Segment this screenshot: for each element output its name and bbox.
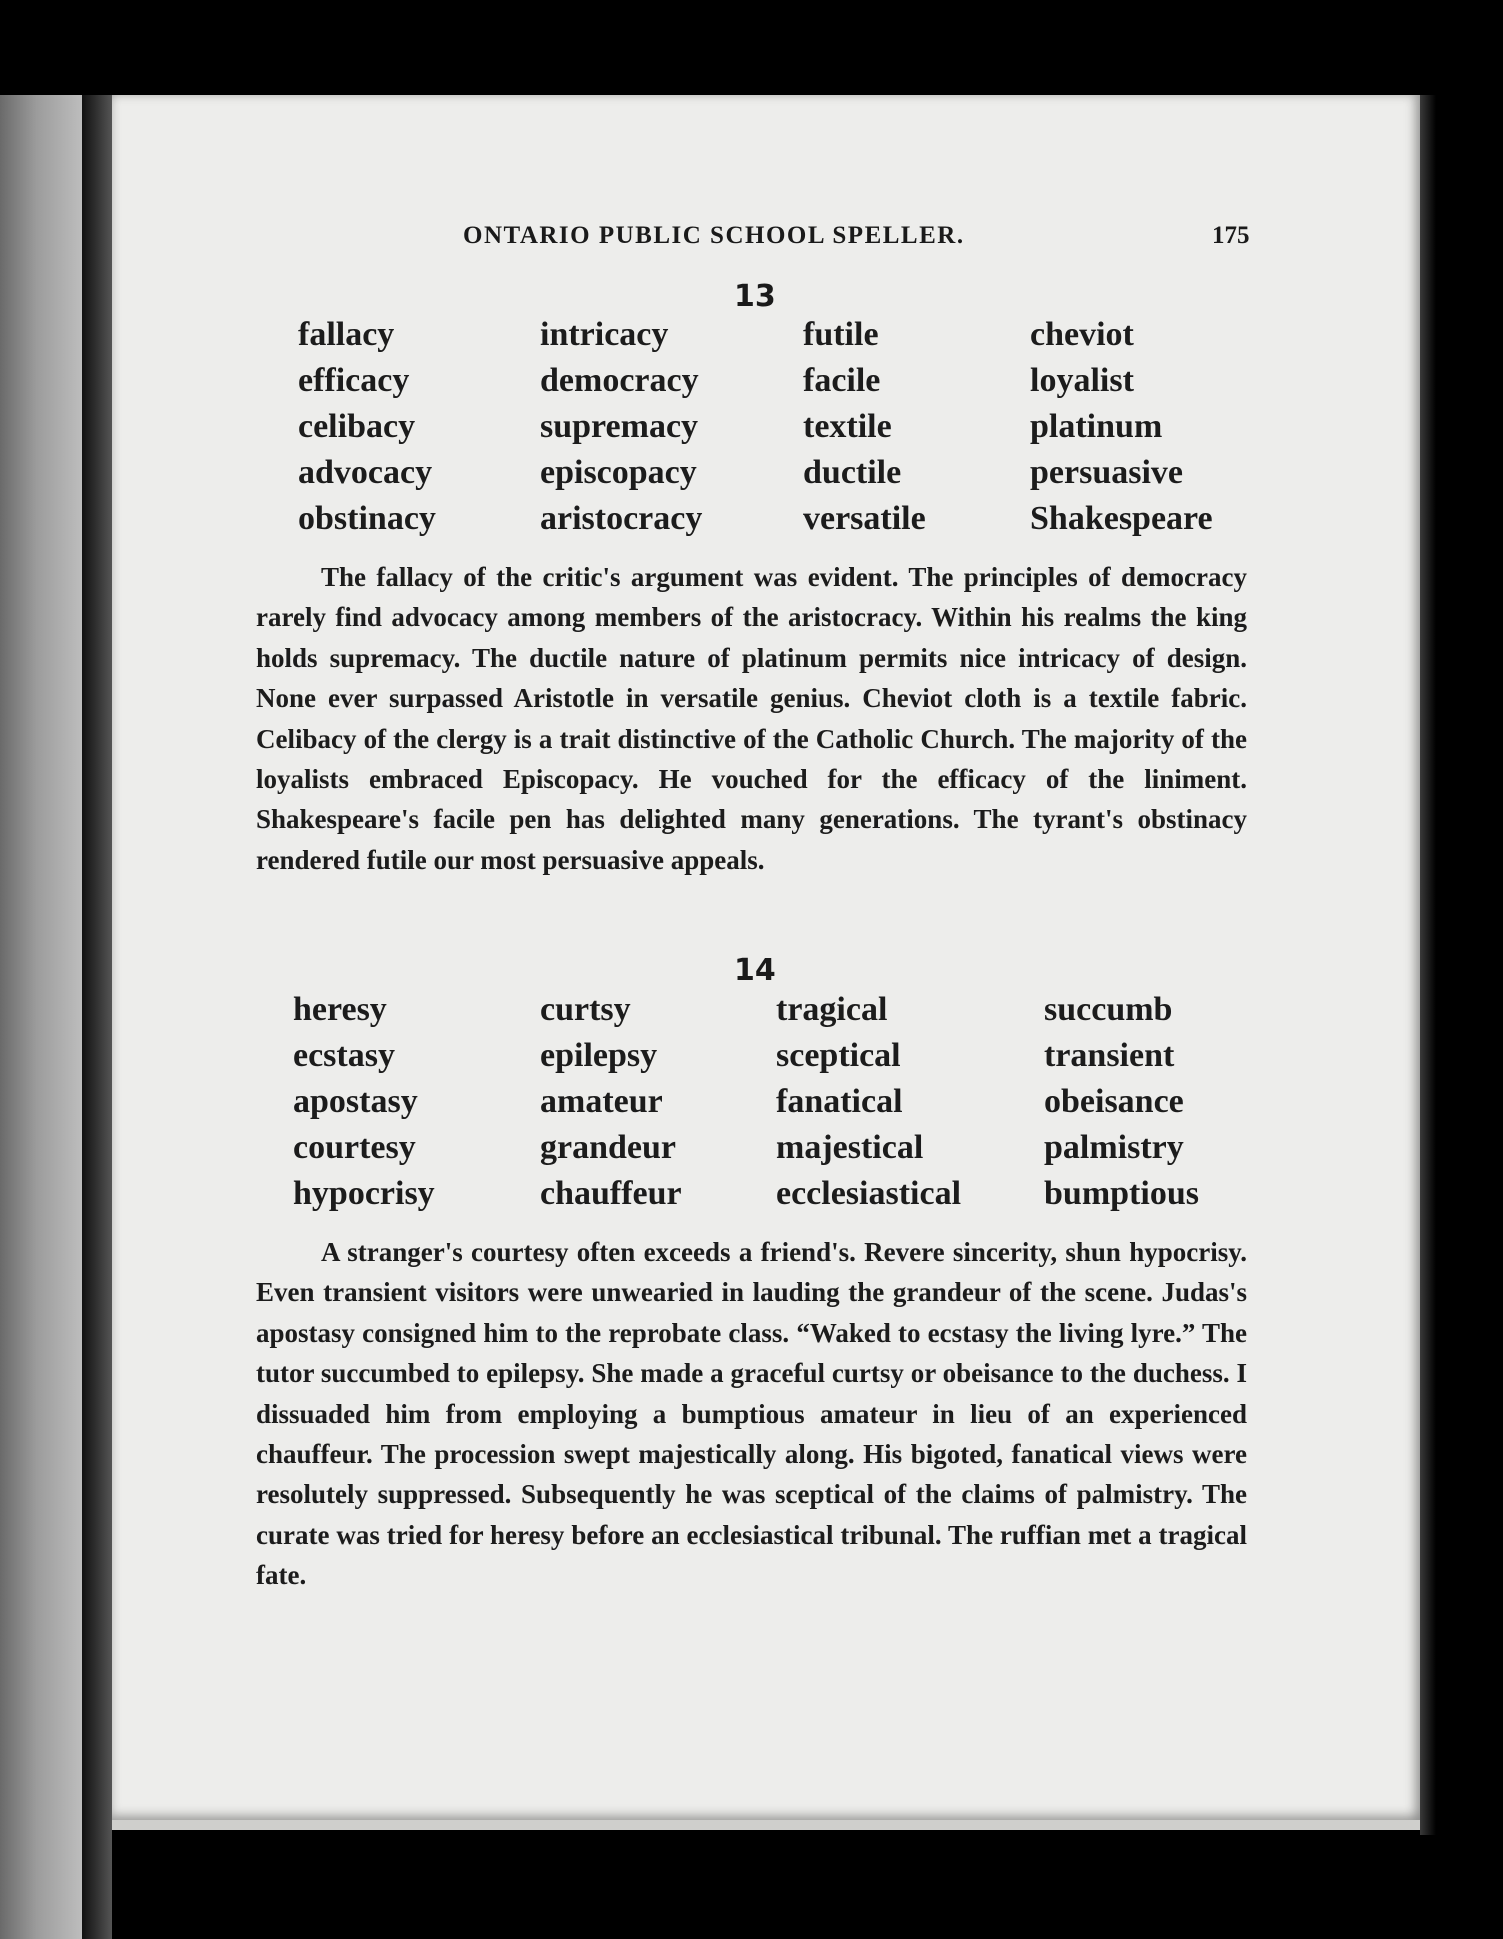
spelling-word: succumb (1044, 991, 1173, 1028)
spelling-word: democracy (540, 362, 699, 399)
spelling-word: heresy (293, 991, 387, 1028)
spelling-word: chauffeur (540, 1175, 682, 1212)
section-number-13: 13 (734, 279, 776, 314)
spelling-word: fallacy (298, 316, 395, 353)
spelling-word: apostasy (293, 1083, 418, 1120)
page-bottom-edge (112, 1820, 1420, 1830)
spelling-word: platinum (1030, 408, 1163, 445)
spelling-word: aristocracy (540, 500, 703, 537)
exercise-paragraph-14: A stranger's courtesy often exceeds a friend's. Revere sincerity, shun hypocrisy. Even transient visitors were unwearied in lauding the grandeur of the scene. Judas's apostasy consigned him to the reprobate class. “Waked to ecstasy the living lyre.” The tutor succumbed to epilepsy. She made a graceful curtsy or obeisance to the duchess. I dissuaded him from employing a bumptious amateur in lieu of an experienced chauffeur. The procession swept majestically along. His bigoted, fanatical views were resolutely suppressed. Subsequently he was sceptical of the claims of palmistry. The curate was tried for heresy before an ecclesiastical tribunal. The ruffian met a tragical fate. (256, 1237, 1247, 1591)
section-number-14: 14 (734, 953, 776, 988)
page-number: 175 (1212, 222, 1250, 249)
spelling-word: celibacy (298, 408, 416, 445)
spelling-word: amateur (540, 1083, 663, 1120)
spelling-word: episcopacy (540, 454, 697, 491)
book-spine-shadow (0, 95, 82, 1939)
spelling-word: hypocrisy (293, 1175, 435, 1212)
spelling-word: advocacy (298, 454, 433, 491)
spelling-word: curtsy (540, 991, 631, 1028)
spelling-word: ecstasy (293, 1037, 395, 1074)
spelling-word: ductile (803, 454, 902, 491)
spelling-word: facile (803, 362, 881, 399)
spelling-word: ecclesiastical (776, 1175, 962, 1212)
spelling-word: palmistry (1044, 1129, 1184, 1166)
spelling-word: persuasive (1030, 454, 1183, 491)
spelling-word: transient (1044, 1037, 1175, 1074)
gutter-edge (82, 95, 112, 1939)
spelling-word: grandeur (540, 1129, 676, 1166)
spelling-word: sceptical (776, 1037, 901, 1074)
spelling-word: obeisance (1044, 1083, 1184, 1120)
spelling-word: courtesy (293, 1129, 416, 1166)
spelling-word: bumptious (1044, 1175, 1199, 1212)
spelling-word: intricacy (540, 316, 669, 353)
exercise-paragraph-13: The fallacy of the critic's argument was evident. The principles of democracy rarely find advocacy among members of the aristocracy. Within his realms the king holds supremacy. The ductile nature of platinum permits nice intricacy of design. None ever surpassed Aristotle in versatile genius. Cheviot cloth is a textile fabric. Celibacy of the clergy is a trait distinctive of the Catholic Church. The majority of the loyalists embraced Episcopacy. He vouched for the efficacy of the liniment. Shakespeare's facile pen has delighted many generations. The tyrant's obstinacy rendered futile our most persuasive appeals. (256, 562, 1247, 875)
spelling-word: majestical (776, 1129, 924, 1166)
spelling-word: tragical (776, 991, 888, 1028)
spelling-word: obstinacy (298, 500, 436, 537)
spelling-word: epilepsy (540, 1037, 658, 1074)
spelling-word: fanatical (776, 1083, 903, 1120)
spelling-word: loyalist (1030, 362, 1134, 399)
running-header: ONTARIO PUBLIC SCHOOL SPELLER. (463, 222, 965, 249)
spelling-word: versatile (803, 500, 926, 537)
spelling-word: efficacy (298, 362, 410, 399)
spelling-word: Shakespeare (1030, 500, 1213, 537)
spelling-word: futile (803, 316, 879, 353)
spelling-word: cheviot (1030, 316, 1134, 353)
right-page-edge (1420, 95, 1436, 1835)
spelling-word: supremacy (540, 408, 699, 445)
spelling-word: textile (803, 408, 892, 445)
